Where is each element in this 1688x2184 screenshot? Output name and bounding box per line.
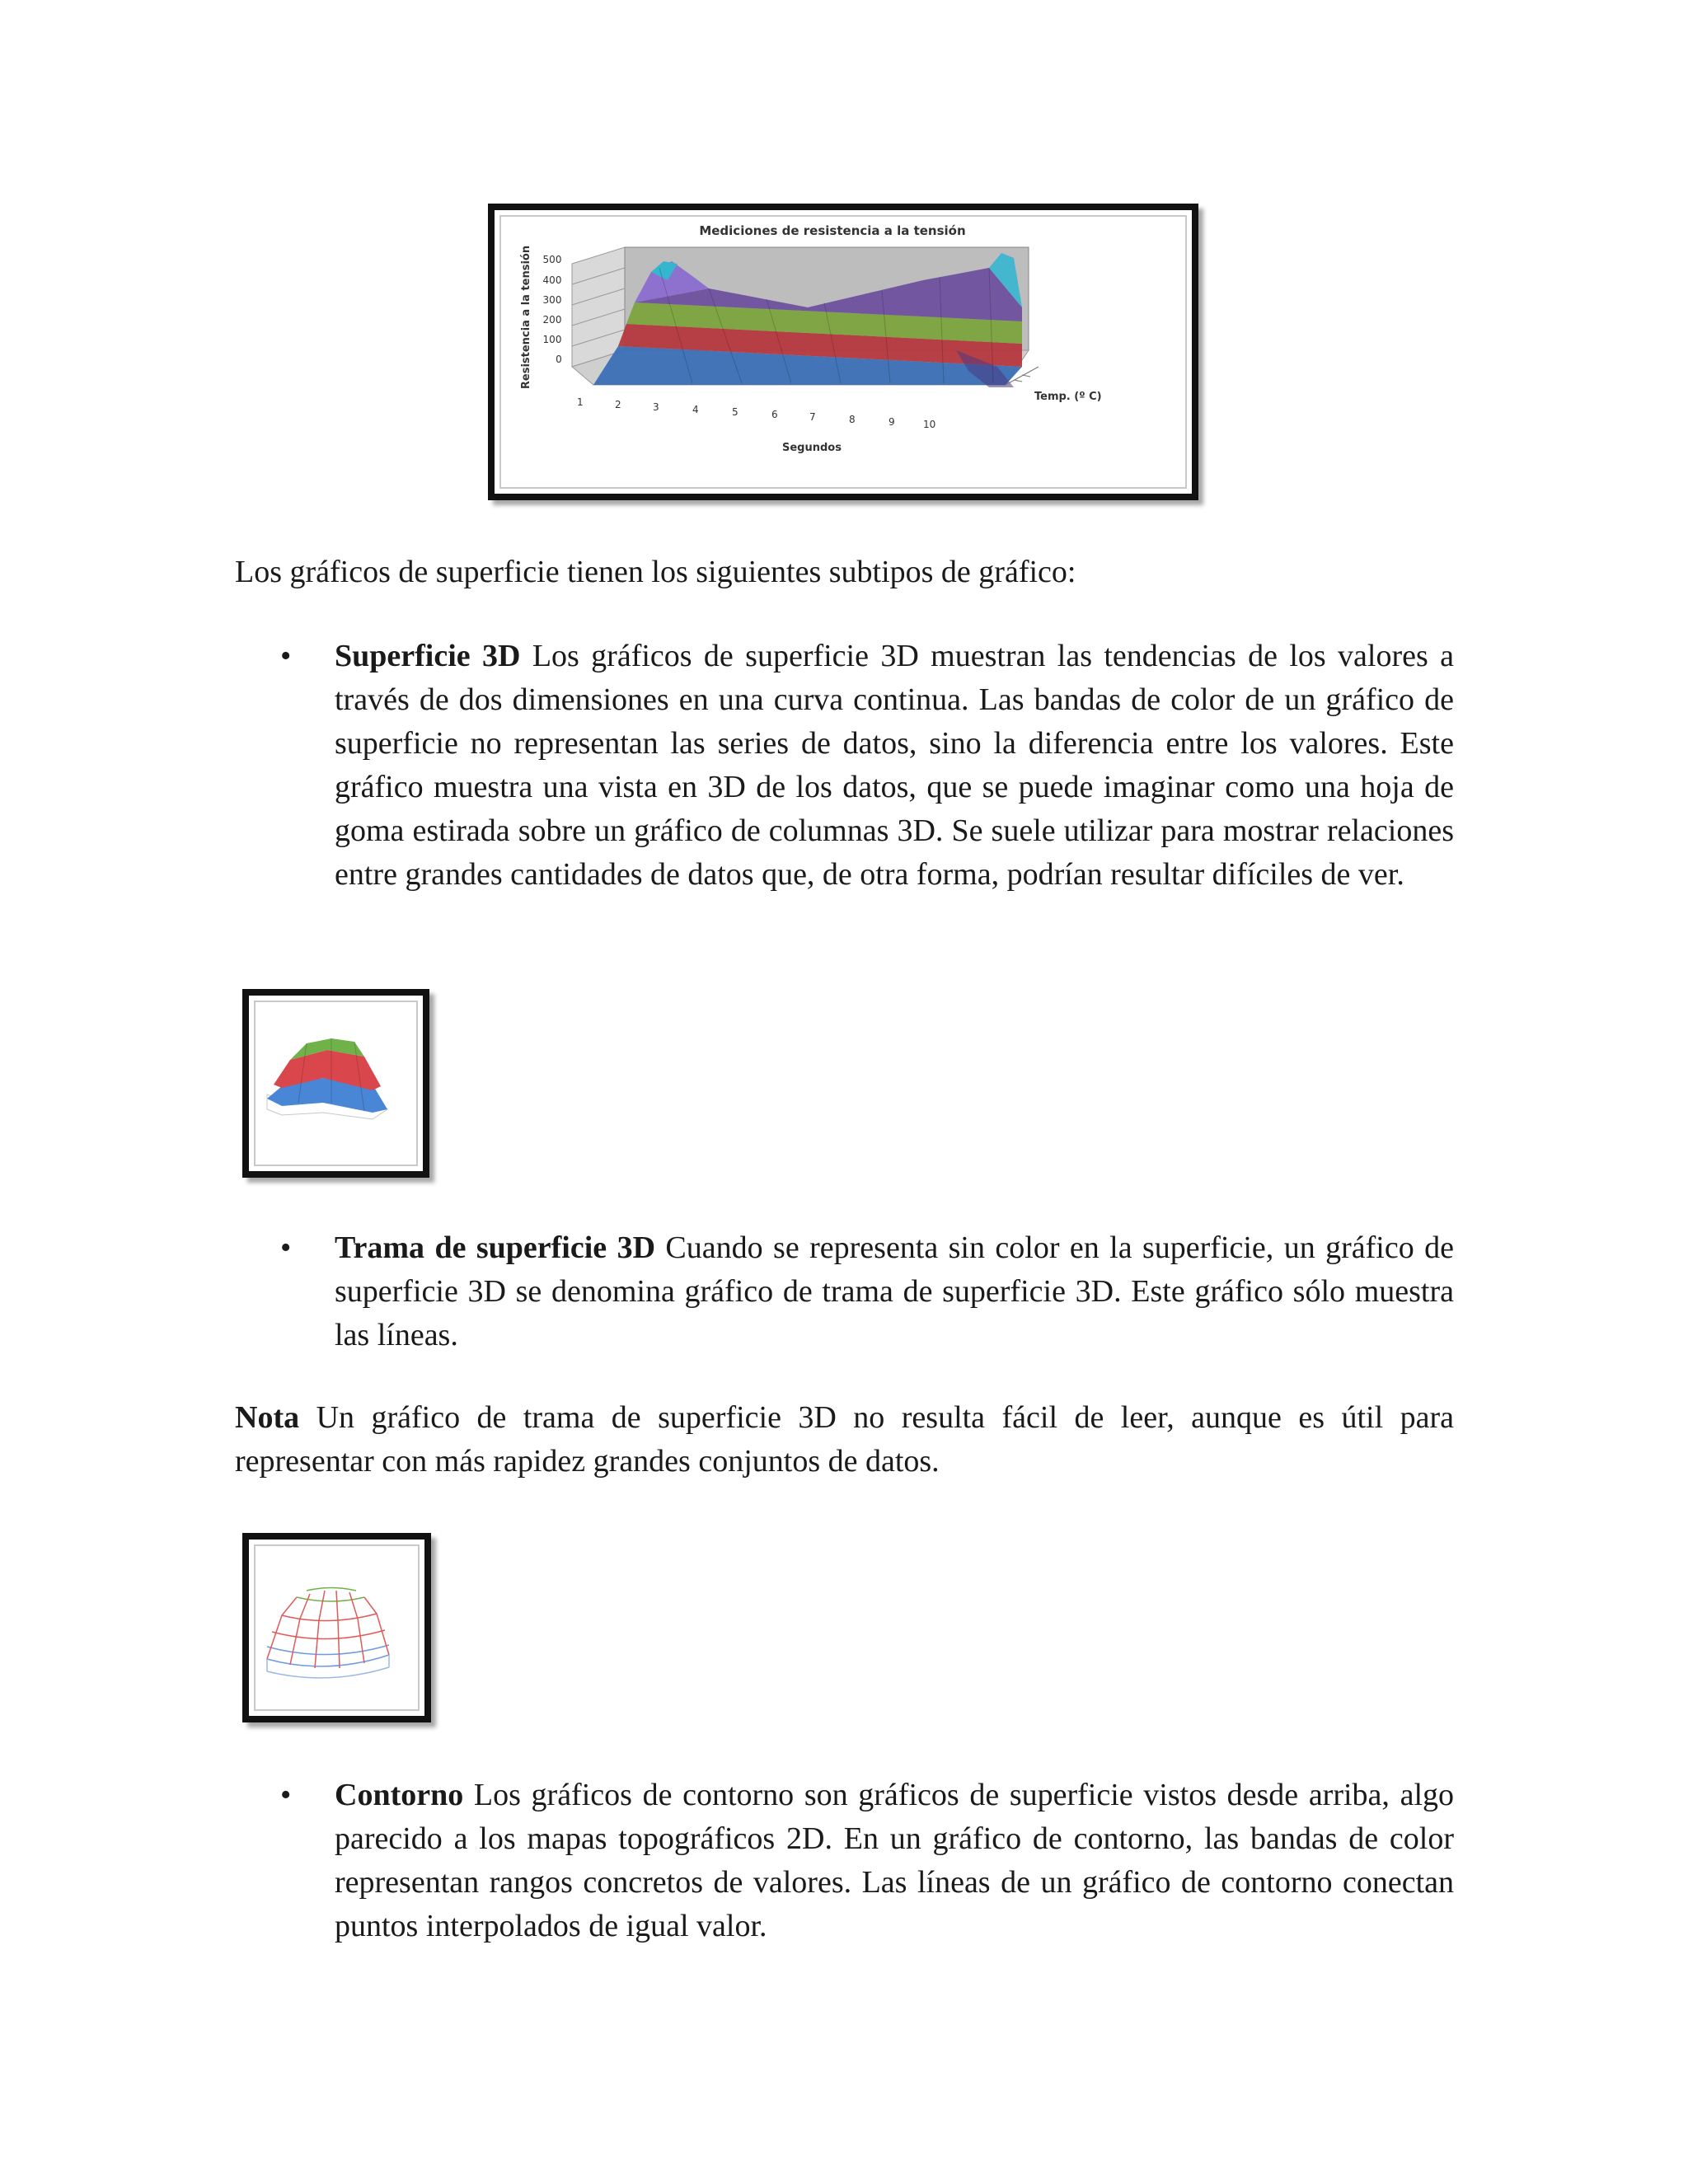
item-title: Trama de superficie 3D	[335, 1230, 656, 1265]
x-tick: 10	[923, 419, 936, 430]
depth-axis-label: Temp. (º C)	[1034, 391, 1102, 403]
item-body: Los gráficos de contorno son gráficos de superficie vistos desde arriba, algo parecido a los mapas topográficos 2D. En un gráfico de contorno, las bandas de color representan rangos concretos de valores. Las líneas de un gráfico de contorno conectan puntos interpolados de igual valor.	[335, 1778, 1454, 1943]
chart-title: Mediciones de resistencia a la tensión	[699, 223, 966, 238]
y-tick: 0	[556, 354, 562, 365]
x-axis-label: Segundos	[782, 442, 842, 454]
x-tick: 5	[732, 406, 738, 418]
note-paragraph	[235, 1396, 1454, 1483]
x-tick: 3	[653, 401, 659, 413]
note-body: Un gráfico de trama de superficie 3D no resulta fácil de leer, aunque es útil para representar con más rapidez grandes conjuntos de datos.	[235, 1400, 1454, 1479]
wireframe-thumbnail	[242, 1533, 431, 1722]
y-tick: 100	[542, 334, 562, 345]
bullet-mark: •	[280, 639, 292, 673]
surface-chart-figure	[488, 204, 1198, 500]
x-tick: 9	[889, 416, 895, 428]
x-tick: 2	[615, 399, 621, 410]
item-title: Contorno	[335, 1778, 464, 1812]
item-body: Cuando se representa sin color en la superficie, un gráfico de superficie 3D se denomina gráfico de trama de superficie 3D. Este gráfico sólo muestra las líneas.	[335, 1230, 1454, 1352]
wireframe-thumbnail-graphic	[249, 1540, 411, 1703]
x-tick: 7	[809, 411, 816, 423]
y-tick: 400	[542, 274, 562, 286]
surface-thumbnail	[242, 989, 429, 1178]
item-trama-superficie-3d	[335, 1226, 1454, 1357]
wire-mesh	[267, 1588, 389, 1678]
y-ticks	[543, 254, 562, 365]
item-body: Los gráficos de superficie 3D muestran las tendencias de los valores a través de dos dimensiones en una curva continua. Las bandas de color de un gráfico de superficie no representan las series de datos, sino la diferencia entre los valores. Este gráfico muestra una vista en 3D de los datos, que se puede imaginar como una hoja de goma estirada sobre un gráfico de columnas 3D. Se suele utilizar para mostrar relaciones entre grandes cantidades de datos que, de otra forma, podrían resultar difíciles de ver.	[335, 639, 1455, 892]
x-tick: 1	[577, 396, 584, 408]
y-axis-label: Resistencia a la tensión	[520, 245, 532, 390]
y-tick: 500	[542, 254, 562, 265]
note-title: Nota	[235, 1400, 300, 1435]
y-tick: 300	[542, 294, 562, 306]
x-tick: 8	[849, 414, 856, 425]
item-superficie-3d	[335, 635, 1454, 897]
bullet-mark: •	[280, 1230, 292, 1265]
x-ticks	[577, 396, 935, 430]
x-tick: 6	[771, 409, 778, 420]
item-contorno	[335, 1774, 1454, 1948]
bullet-mark: •	[280, 1778, 292, 1812]
surface-chart	[495, 210, 1179, 480]
x-tick: 4	[692, 404, 699, 415]
surface-thumbnail-graphic	[249, 996, 410, 1158]
intro-paragraph: Los gráficos de superficie tienen los siguientes subtipos de gráfico:	[235, 555, 1076, 589]
item-title: Superficie 3D	[335, 639, 521, 673]
y-tick: 200	[542, 314, 562, 326]
